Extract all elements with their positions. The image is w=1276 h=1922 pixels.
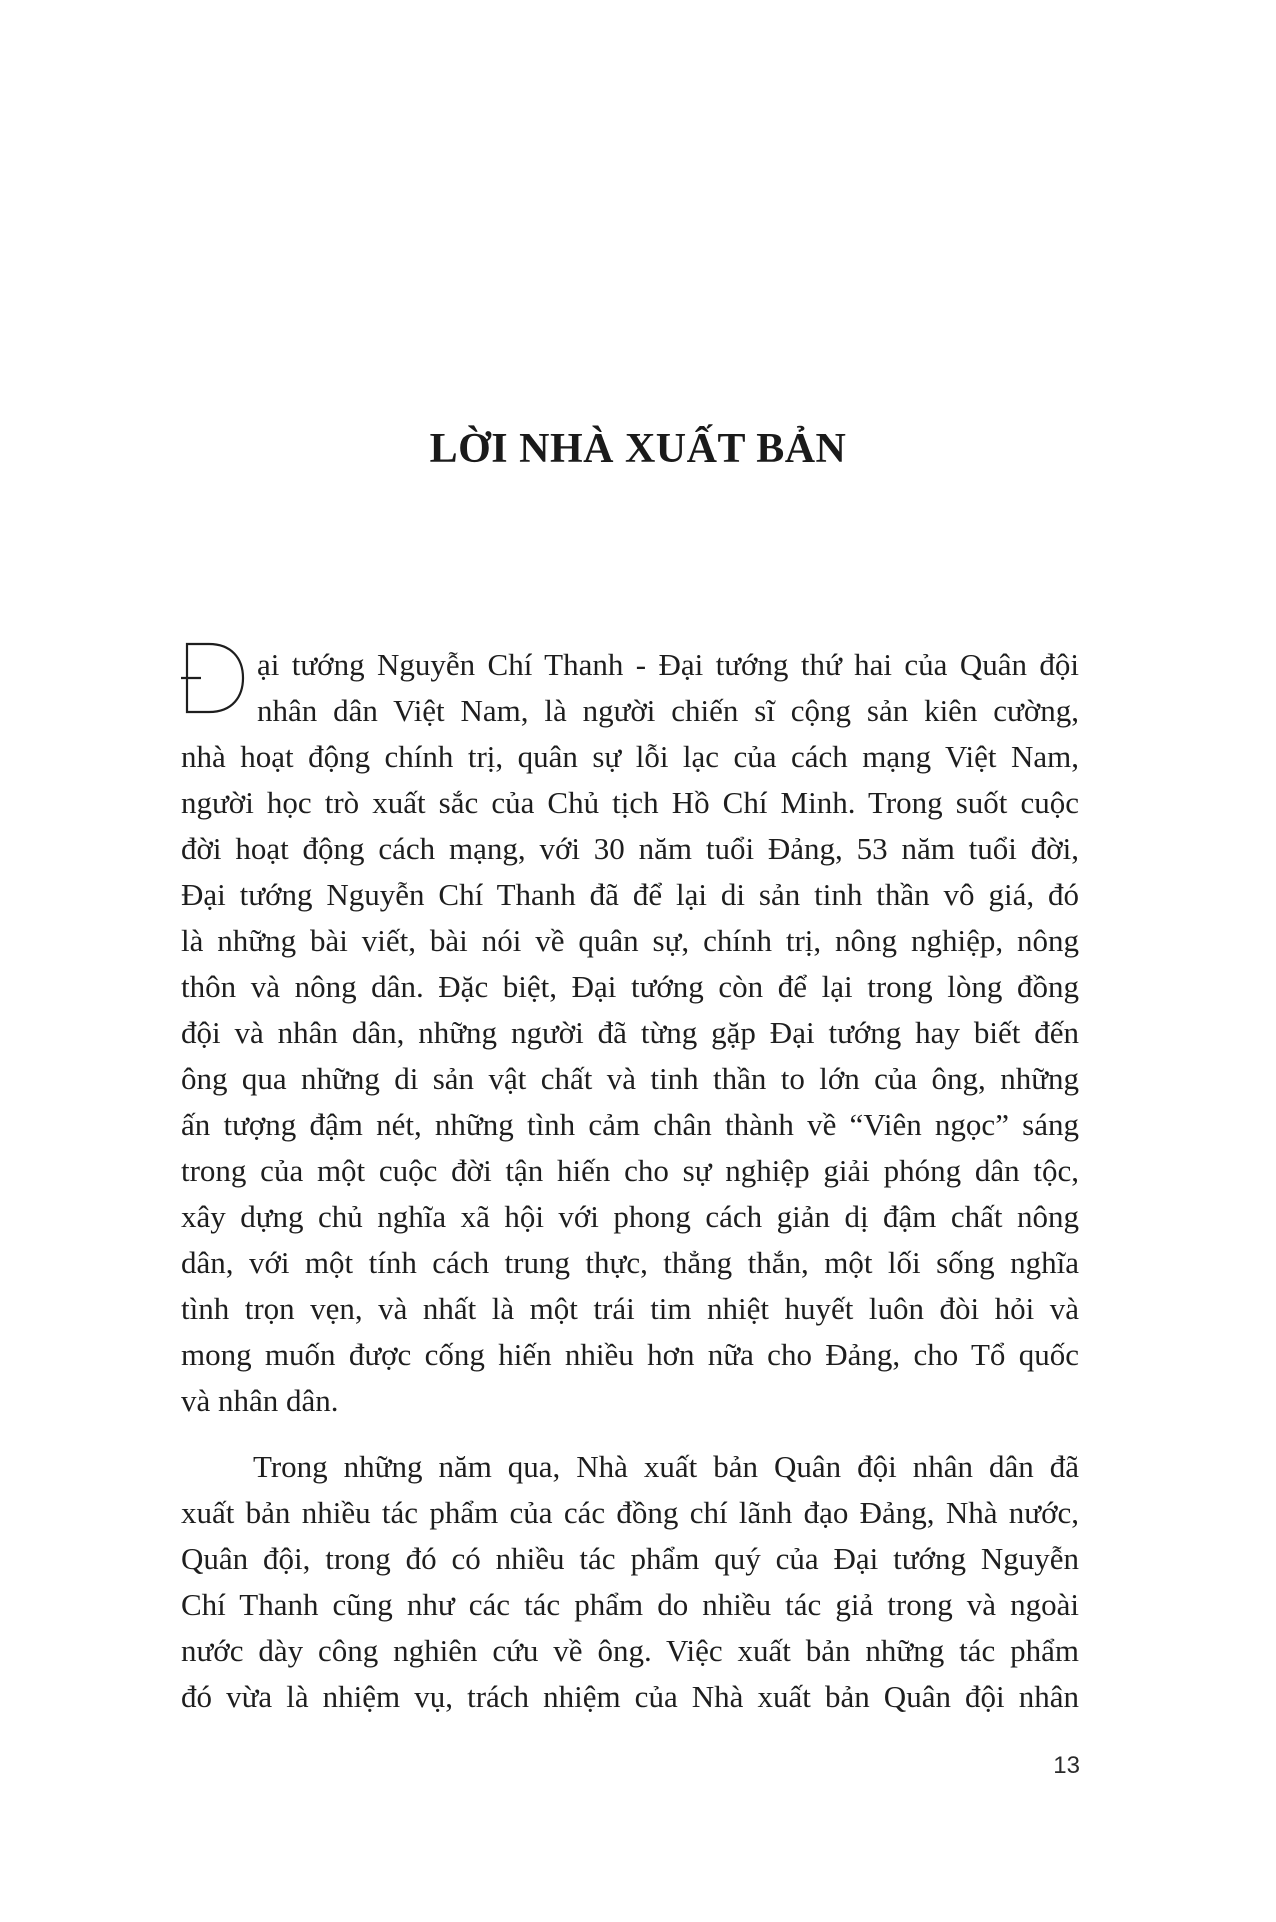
paragraph-1-line: mong muốn được cống hiến nhiều hơn nữa cho Đảng, cho Tổ quốc [181, 1337, 1079, 1372]
paragraph-2-line: đó vừa là nhiệm vụ, trách nhiệm của Nhà xuất bản Quân đội nhân [181, 1679, 1079, 1714]
paragraph-1-line: và nhân dân. [181, 1383, 339, 1418]
paragraph-1-line: dân, với một tính cách trung thực, thẳng thắn, một lối sống nghĩa [181, 1245, 1079, 1280]
paragraph-2-line: Quân đội, trong đó có nhiều tác phẩm quý của Đại tướng Nguyễn [181, 1541, 1079, 1576]
paragraph-1-line: đời hoạt động cách mạng, với 30 năm tuổi Đảng, 53 năm tuổi đời, [181, 831, 1079, 866]
paragraph-1-line: thôn và nông dân. Đặc biệt, Đại tướng còn để lại trong lòng đồng [181, 969, 1079, 1004]
paragraph-1-line: nhà hoạt động chính trị, quân sự lỗi lạc của cách mạng Việt Nam, [181, 739, 1079, 774]
paragraph-1-line: là những bài viết, bài nói về quân sự, chính trị, nông nghiệp, nông [181, 923, 1079, 958]
paragraph-2-line: nước dày công nghiên cứu về ông. Việc xuất bản những tác phẩm [181, 1633, 1079, 1668]
paragraph-2-line: Chí Thanh cũng như các tác phẩm do nhiều tác giả trong và ngoài [181, 1587, 1079, 1622]
paragraph-2-line: xuất bản nhiều tác phẩm của các đồng chí lãnh đạo Đảng, Nhà nước, [181, 1495, 1079, 1530]
paragraph-1-line: đội và nhân dân, những người đã từng gặp Đại tướng hay biết đến [181, 1015, 1079, 1050]
body-text [181, 642, 1079, 1720]
paragraph-1-line: trong của một cuộc đời tận hiến cho sự nghiệp giải phóng dân tộc, [181, 1153, 1079, 1188]
paragraph-1-line: Đại tướng Nguyễn Chí Thanh đã để lại di sản tinh thần vô giá, đó [181, 877, 1079, 912]
paragraph-1-line: ại tướng Nguyễn Chí Thanh - Đại tướng thứ hai của Quân đội [257, 647, 1079, 682]
page-number: 13 [1053, 1752, 1080, 1779]
paragraph-2-line: Trong những năm qua, Nhà xuất bản Quân đội nhân dân đã [253, 1449, 1079, 1484]
page-title: LỜI NHÀ XUẤT BẢN [429, 426, 847, 472]
paragraph-1-line: người học trò xuất sắc của Chủ tịch Hồ Chí Minh. Trong suốt cuộc [181, 785, 1079, 820]
paragraph-1-line: nhân dân Việt Nam, là người chiến sĩ cộng sản kiên cường, [257, 693, 1079, 728]
paragraph-1-line: xây dựng chủ nghĩa xã hội với phong cách giản dị đậm chất nông [181, 1199, 1079, 1234]
paragraph-1-line: ấn tượng đậm nét, những tình cảm chân thành về “Viên ngọc” sáng [181, 1107, 1079, 1142]
paragraph-1-line: tình trọn vẹn, và nhất là một trái tim nhiệt huyết luôn đòi hỏi và [181, 1291, 1079, 1326]
paragraph-spacer [181, 1424, 1079, 1444]
paragraph-1-line: ông qua những di sản vật chất và tinh thần to lớn của ông, những [181, 1061, 1079, 1096]
